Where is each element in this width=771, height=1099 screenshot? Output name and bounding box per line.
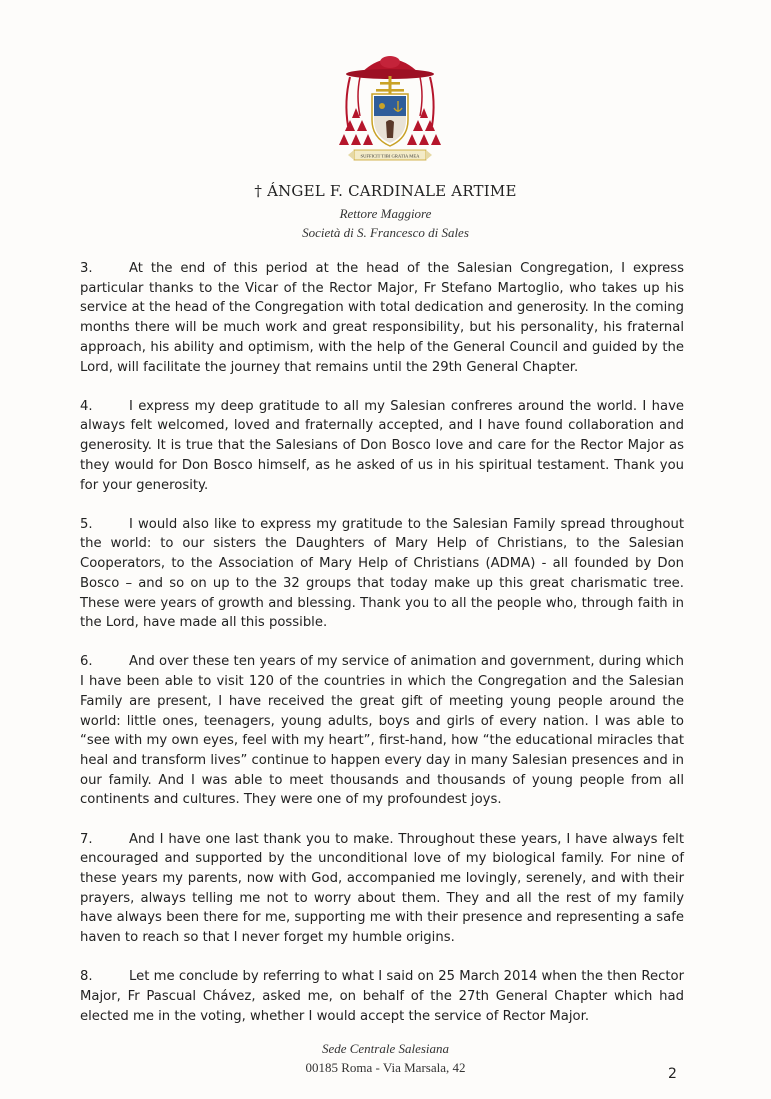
organization-name: Società di S. Francesco di Sales xyxy=(302,225,469,240)
paragraph-number: 6. xyxy=(80,654,93,670)
cardinal-coat-of-arms xyxy=(330,46,450,168)
letter-body xyxy=(80,259,684,1046)
paragraph-text: And over these ten years of my service of animation and government, during which I have been able to visit 120 of the countries in which the Congregation and the Salesian Family are present, I have received the great gift of meeting young people around the world: little ones, teenagers, young adults, boys and girls of every nation. I was able to “see with my own eyes, feel with my heart”, first-hand, how “the educational miracles that heal and transform lives” continue to happen every day in many Salesian presences and in our family. And I was able to meet thousands and thousands of young people from all continents and cultures. They were one of my profoundest joys. xyxy=(80,654,684,808)
paragraph-text: I would also like to express my gratitude to the Salesian Family spread throughout the world: to our sisters the Daughters of Mary Help of Christians, to the Salesian Cooperators, to the Association of Mary Help of Christians (ADMA) - all founded by Don Bosco – and so on up to the 32 groups that today make up this great charismatic tree. These were years of growth and blessing. Thank you to all the people who, through faith in the Lord, have made all this possible. xyxy=(80,516,684,631)
paragraph-number: 8. xyxy=(80,969,93,985)
cardinal-name: † ÁNGEL F. CARDINALE ARTIME xyxy=(254,182,517,200)
paragraph-7 xyxy=(80,830,684,948)
paragraph-number: 5. xyxy=(80,516,93,532)
paragraph-8 xyxy=(80,967,684,1026)
paragraph-3 xyxy=(80,259,684,377)
page-number: 2 xyxy=(668,1066,677,1082)
cardinal-role: Rettore Maggiore xyxy=(339,206,432,221)
letterhead xyxy=(0,182,771,241)
paragraph-number: 3. xyxy=(80,261,93,276)
letter-footer xyxy=(0,1041,771,1076)
crest-motto: SUFFICIT TIBI GRATIA MEA xyxy=(360,153,420,159)
footer-line-1: Sede Centrale Salesiana xyxy=(321,1041,450,1056)
footer-address: 00185 Roma - Via Marsala, 42 xyxy=(305,1060,466,1075)
paragraph-number: 7. xyxy=(80,831,93,847)
paragraph-5 xyxy=(80,515,684,633)
paragraph-6 xyxy=(80,652,684,810)
paragraph-text: At the end of this period at the head of the Salesian Congregation, I express particular thanks to the Vicar of the Rector Major, Fr Stefano Martoglio, who takes up his service at the head of the Congregation with total dedication and generosity. In the coming months there will be much work and great responsibility, but his personality, his fraternal approach, his ability and optimism, with the help of the General Council and guided by the Lord, will facilitate the journey that remains until the 29th General Chapter. xyxy=(80,261,684,375)
paragraph-text: Let me conclude by referring to what I said on 25 March 2014 when the then Rector Major, Fr Pascual Chávez, asked me, on behalf of the 27th General Chapter which had elected me in the voting, whether I would accept the service of Rector Major. xyxy=(80,969,684,1024)
paragraph-text: And I have one last thank you to make. Throughout these years, I have always felt encouraged and supported by the unconditional love of my biological family. For nine of these years my parents, now with God, accompanied me lovingly, serenely, and with their prayers, always telling me not to worry about them. They and all the rest of my family have always been there for me, supporting me with their presence and representing a safe haven to reach so that I never forget my humble origins. xyxy=(80,831,684,946)
paragraph-text: I express my deep gratitude to all my Salesian confreres around the world. I have always felt welcomed, loved and fraternally accepted, and I have found collaboration and generosity. It is true that the Salesians of Don Bosco love and care for the Rector Major as they would for Don Bosco himself, as he asked of us in his spiritual testament. Thank you for your generosity. xyxy=(80,398,684,493)
paragraph-number: 4. xyxy=(80,398,93,414)
paragraph-4 xyxy=(80,397,684,496)
